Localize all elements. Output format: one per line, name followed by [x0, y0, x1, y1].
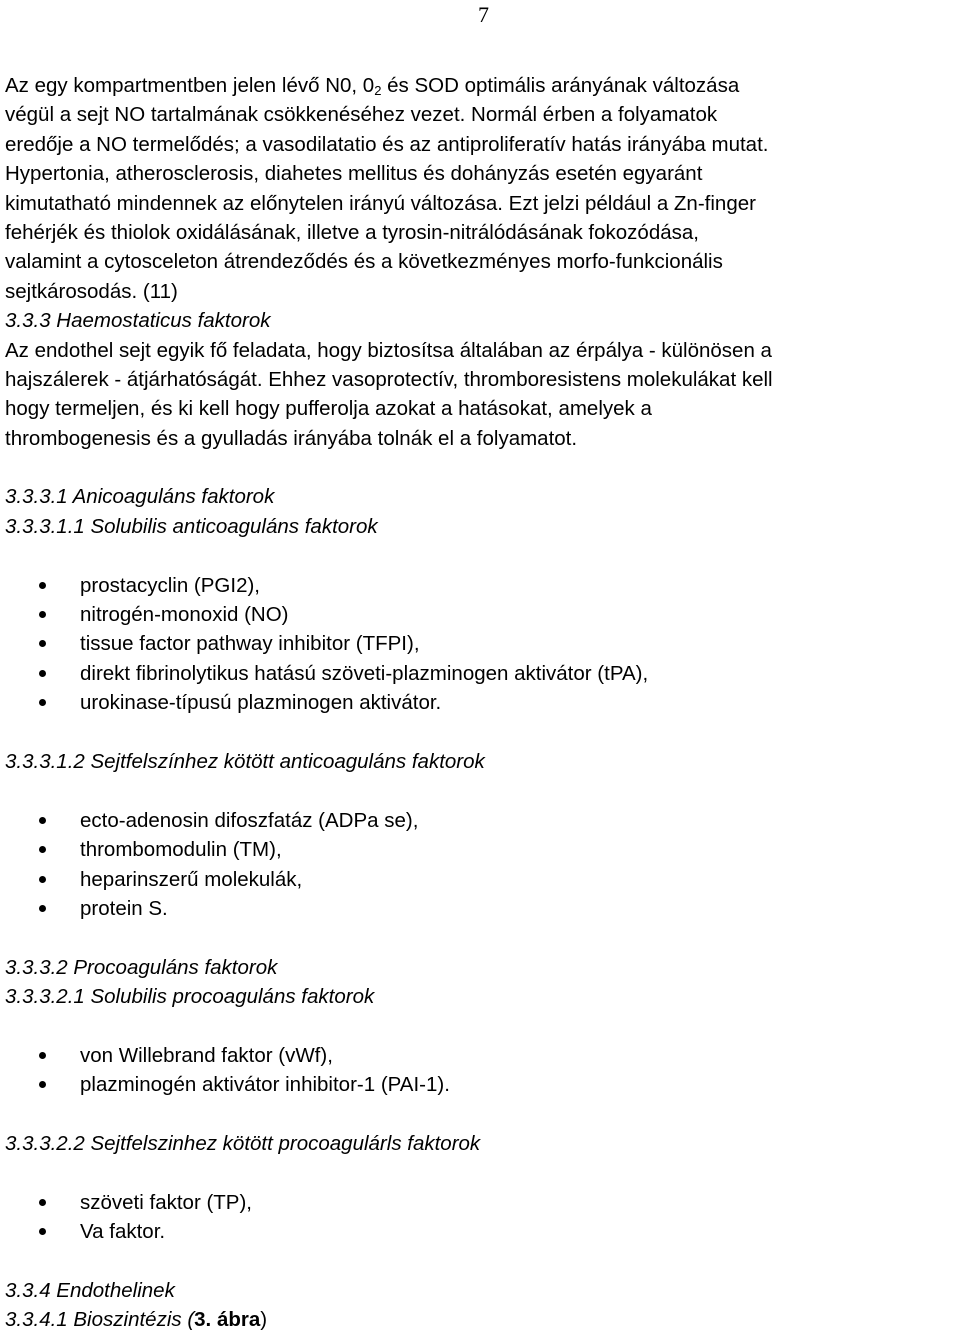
paragraph-line: thrombogenesis és a gyulladás irányába tolnák el a folyamatot.	[5, 426, 578, 450]
bullet-icon	[39, 817, 46, 824]
bullet-icon	[39, 670, 46, 677]
bullet-icon	[39, 905, 46, 912]
intro-paragraph	[5, 71, 960, 306]
paragraph-line: hajszálerek - átjárhatóságát. Ehhez vasoprotectív, thromboresistens molekulákat kell	[5, 367, 773, 391]
bullet-list-membrane-anticoagulant	[5, 806, 960, 924]
list-item: prostacyclin (PGI2),	[5, 571, 960, 600]
spacer	[5, 1012, 960, 1041]
list-item: szöveti faktor (TP),	[5, 1188, 960, 1217]
intro-line: valamint a cytosceleton átrendeződés és a következményes morfo-funkcionális	[5, 250, 723, 274]
list-item: Va faktor.	[5, 1217, 960, 1246]
intro-line: kimutatható mindennek az előnytelen irányú változása. Ezt jelzi például a Zn-finger	[5, 191, 756, 215]
section-heading-3-3-3-1-2: 3.3.3.1.2 Sejtfelszínhez kötött anticoaguláns faktorok	[5, 749, 485, 773]
bullet-icon	[39, 582, 46, 589]
spacer	[5, 1158, 960, 1187]
section-heading-3-3-4: 3.3.4 Endothelinek	[5, 1279, 175, 1303]
spacer	[5, 541, 960, 570]
list-item: urokinase-típusú plazminogen aktivátor.	[5, 688, 960, 717]
spacer	[5, 776, 960, 805]
spacer	[5, 923, 960, 952]
list-item: von Willebrand faktor (vWf),	[5, 1041, 960, 1070]
section-heading-3-3-3-2-1: 3.3.3.2.1 Solubilis procoaguláns faktorok	[5, 985, 375, 1009]
list-item: plazminogén aktivátor inhibitor-1 (PAI-1).	[5, 1070, 960, 1099]
bullet-icon	[39, 611, 46, 618]
bullet-icon	[39, 1228, 46, 1235]
figure-reference: 3. ábra	[194, 1308, 261, 1332]
list-item: tissue factor pathway inhibitor (TFPI),	[5, 629, 960, 658]
paragraph-line: hogy termeljen, és ki kell hogy pufferolja azokat a hatásokat, amelyek a	[5, 397, 652, 421]
list-item: nitrogén-monoxid (NO)	[5, 600, 960, 629]
bullet-icon	[39, 699, 46, 706]
spacer	[5, 1100, 960, 1129]
section-heading-3-3-3-1: 3.3.3.1 Anicoaguláns faktorok	[5, 485, 275, 509]
list-item: thrombomodulin (TM),	[5, 835, 960, 864]
bullet-list-soluble-procoagulant	[5, 1041, 960, 1100]
intro-line: Hypertonia, atherosclerosis, diahetes mellitus és dohányzás esetén egyaránt	[5, 162, 703, 186]
bullet-icon	[39, 1052, 46, 1059]
paragraph-line: Az endothel sejt egyik fő feladata, hogy biztosítsa általában az érpálya - különösen a	[5, 338, 772, 362]
section-heading-3-3-3: 3.3.3 Haemostaticus faktorok	[5, 309, 271, 333]
list-item: protein S.	[5, 894, 960, 923]
spacer	[5, 1247, 960, 1276]
bullet-icon	[39, 640, 46, 647]
list-item: heparinszerű molekulák,	[5, 865, 960, 894]
spacer	[5, 718, 960, 747]
section-heading-3-3-3-1-1: 3.3.3.1.1 Solubilis anticoaguláns faktorok	[5, 514, 378, 538]
intro-line: fehérjék és thiolok oxidálásának, illetve a tyrosin-nitrálódásának fokozódása,	[5, 220, 699, 244]
bullet-icon	[39, 1199, 46, 1206]
intro-line: sejtkárosodás. (11)	[5, 279, 178, 303]
bullet-icon	[39, 1081, 46, 1088]
intro-line: végül a sejt NO tartalmának csökkenéséhez vezet. Normál érben a folyamatok	[5, 103, 718, 127]
section-heading-3-3-4-1: 3.3.4.1 Bioszintézis (3. ábra)	[5, 1308, 268, 1332]
bullet-icon	[39, 876, 46, 883]
section-3-3-3-paragraph	[5, 336, 960, 454]
list-item: direkt fibrinolytikus hatású szöveti-plazminogen aktivátor (tPA),	[5, 659, 960, 688]
list-item: ecto-adenosin difoszfatáz (ADPa se),	[5, 806, 960, 835]
intro-line-1: Az egy kompartmentben jelen lévő N0, $0_2$ és SOD optimális arányának változása	[5, 74, 740, 98]
subscript-2: 2	[374, 83, 382, 98]
bullet-list-membrane-procoagulant	[5, 1188, 960, 1247]
section-heading-3-3-3-2-2: 3.3.3.2.2 Sejtfelszinhez kötött procoagulárls faktorok	[5, 1132, 481, 1156]
spacer	[5, 453, 960, 482]
intro-line: eredője a NO termelődés; a vasodilatatio és az antiproliferatív hatás irányába mutat.	[5, 132, 769, 156]
bullet-icon	[39, 846, 46, 853]
document-body	[5, 71, 960, 1335]
bullet-list-soluble-anticoagulant	[5, 571, 960, 718]
page-number: 7	[478, 2, 489, 27]
section-heading-3-3-3-2: 3.3.3.2 Procoaguláns faktorok	[5, 955, 278, 979]
